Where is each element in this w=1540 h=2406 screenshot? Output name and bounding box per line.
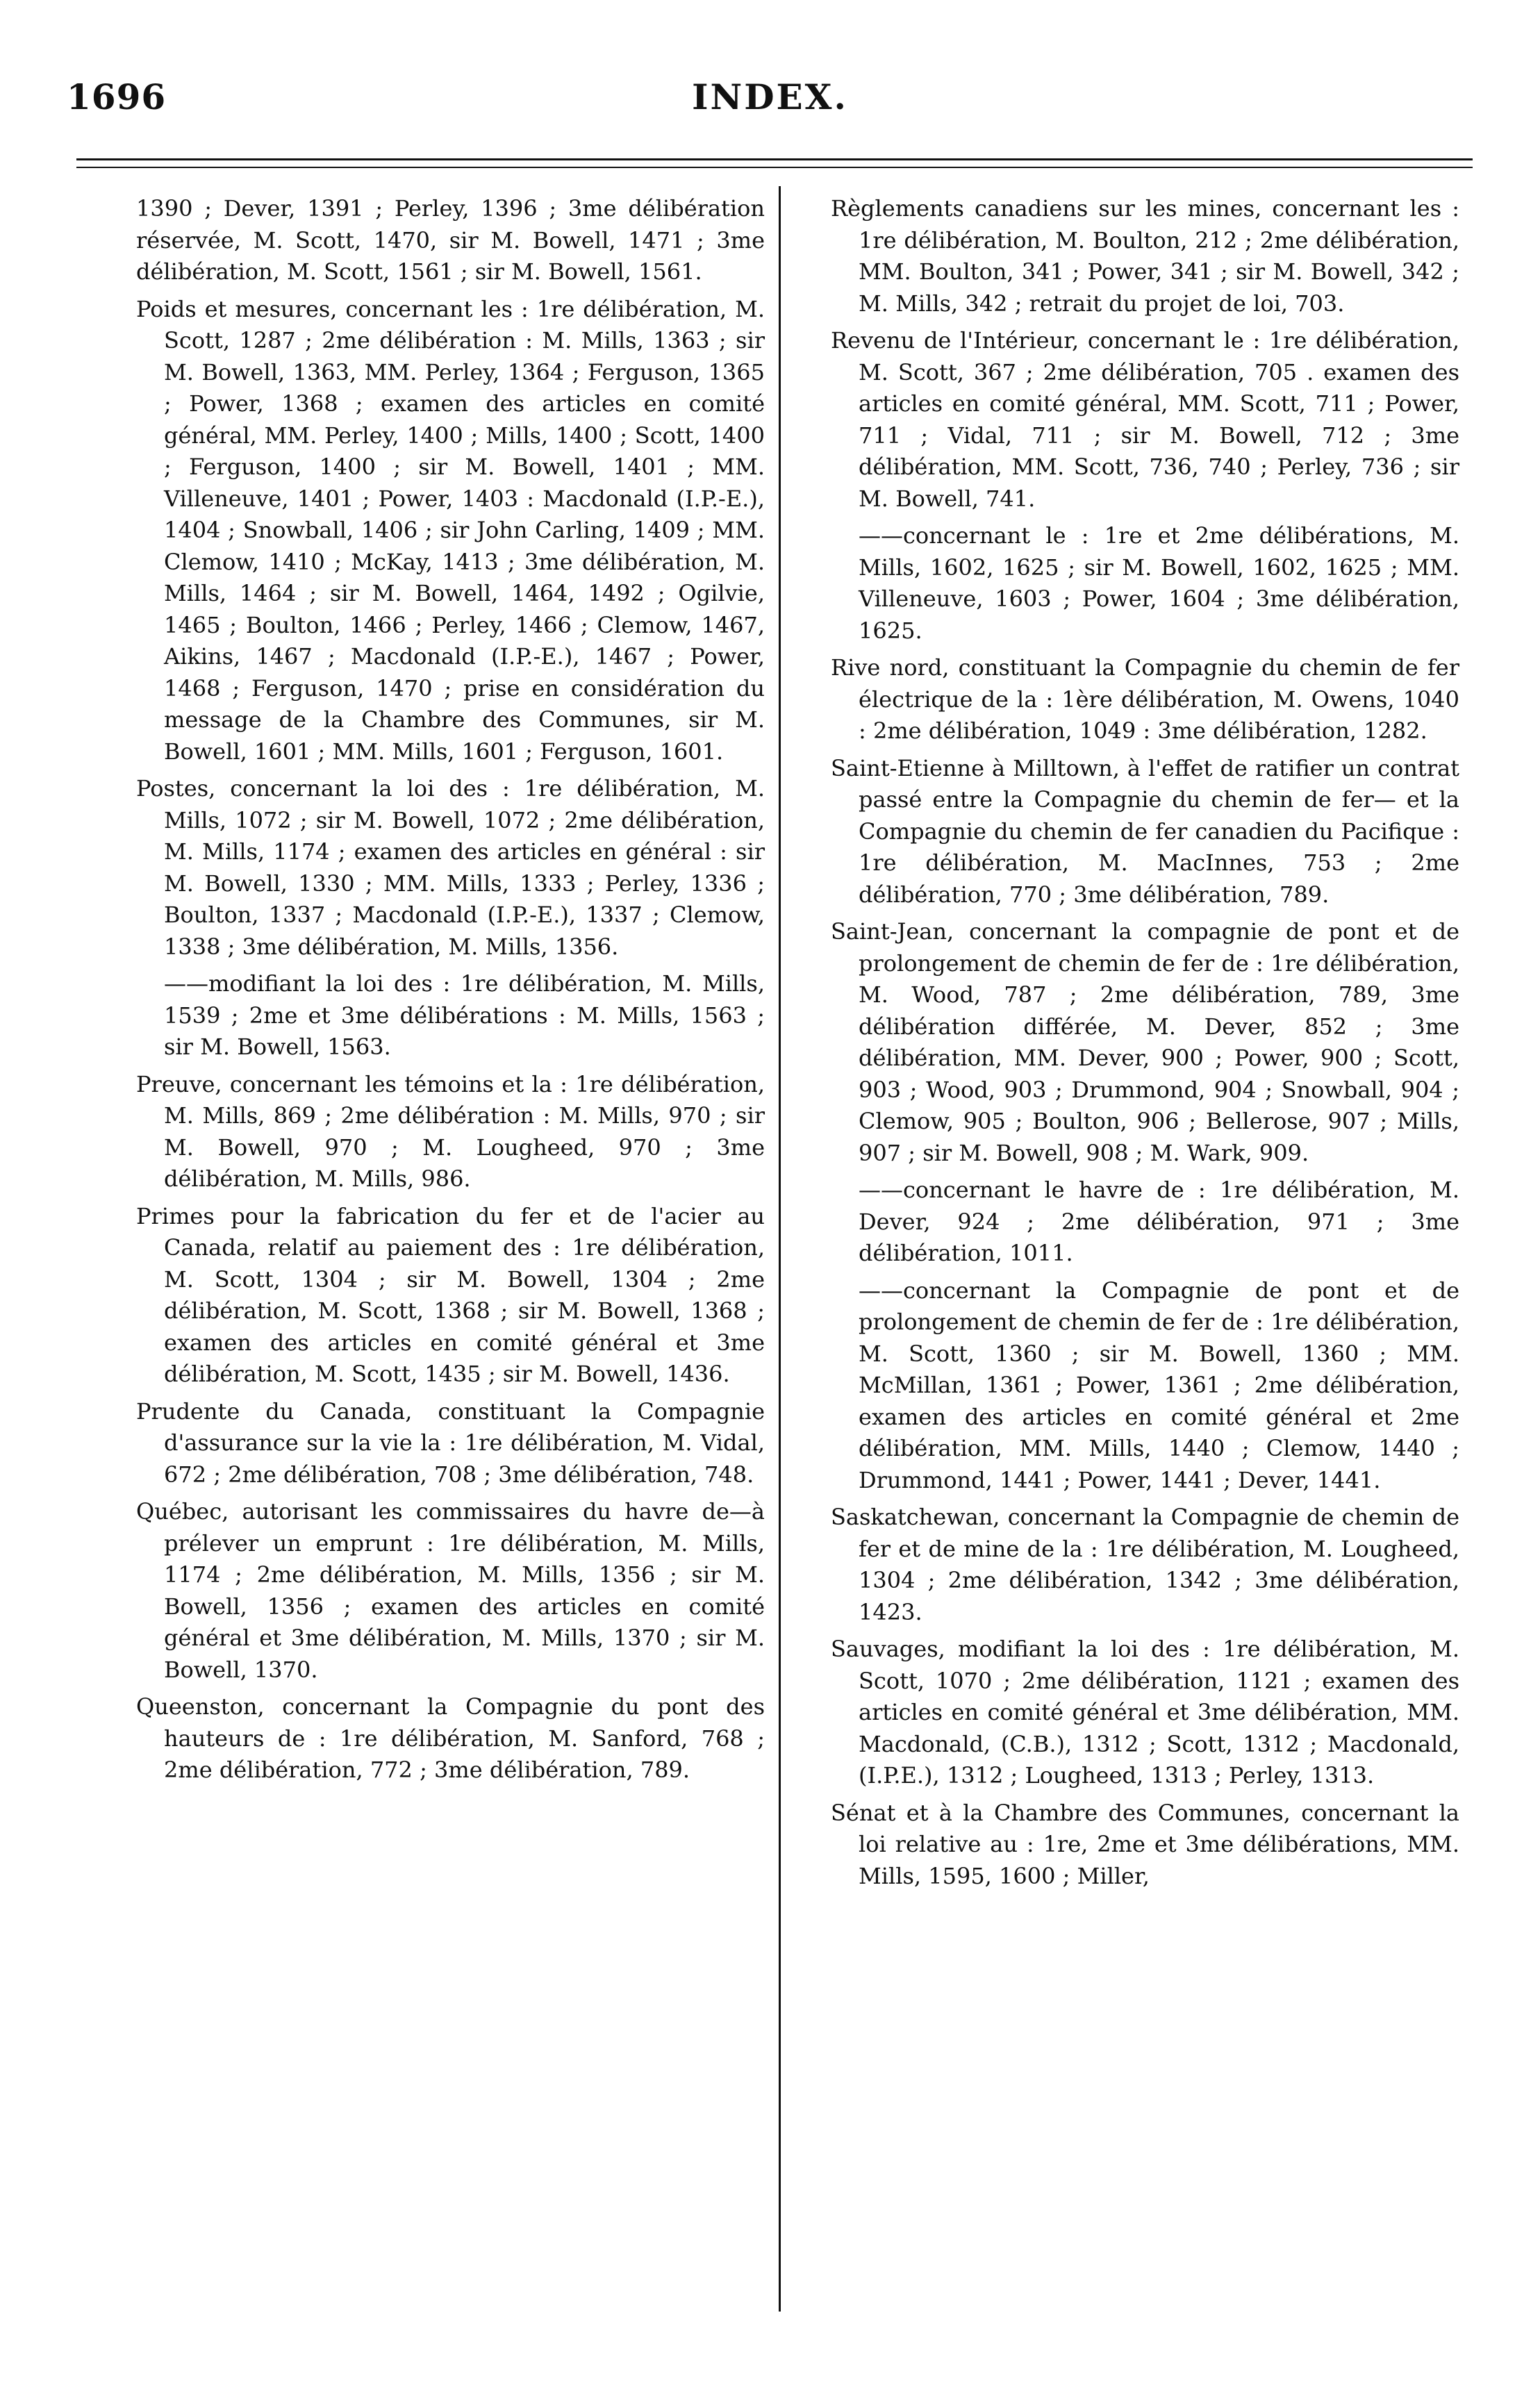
index-entry: Sauvages, modifiant la loi des : 1re délibération, M. Scott, 1070 ; 2me délibération, 1121 ; examen des articles en comité général et 3me délibération, MM. Macdonald, (C.B.), 1312 ; Scott, 1312 ; Macdonald, (I.P.E.), 1312 ; Lougheed, 1313 ; Perley, 1313. <box>831 1636 1459 1789</box>
index-subentry: ——concernant le : 1re et 2me délibérations, M. Mills, 1602, 1625 ; sir M. Bowell, 1602, 1625 ; MM. Villeneuve, 1603 ; Power, 1604 ; 3me délibération, 1625. <box>859 522 1459 644</box>
column-divider <box>779 186 781 2312</box>
index-entry: Revenu de l'Intérieur, concernant le : 1re délibération, M. Scott, 367 ; 2me délibération, 705 . examen des articles en comité général, MM. Scott, 711 ; Power, 711 ; Vidal, 711 ; sir M. Bowell, 712 ; 3me délibération, MM. Scott, 736, 740 ; Perley, 736 ; sir M. Bowell, 741. <box>831 327 1459 512</box>
index-entry: Saint-Etienne à Milltown, à l'effet de ratifier un contrat passé entre la Compagnie du chemin de fer— et la Compagnie du chemin de fer canadien du Pacifique : 1re délibération, M. MacInnes, 753 ; 2me délibération, 770 ; 3me délibération, 789. <box>831 754 1459 908</box>
index-entry: Règlements canadiens sur les mines, concernant les : 1re délibération, M. Boulton, 212 ; 2me délibération, MM. Boulton, 341 ; Power, 341 ; sir M. Bowell, 342 ; M. Mills, 342 ; retrait du projet de loi, 703. <box>831 195 1459 317</box>
page-title: INDEX. <box>692 76 848 117</box>
index-entry: Poids et mesures, concernant les : 1re délibération, M. Scott, 1287 ; 2me délibération : M. Mills, 1363 ; sir M. Bowell, 1363, MM. Perley, 1364 ; Ferguson, 1365 ; Power, 1368 ; examen des articles en comité général, MM. Perley, 1400 ; Mills, 1400 ; Scott, 1400 ; Ferguson, 1400 ; sir M. Bowell, 1401 ; MM. Villeneuve, 1401 ; Power, 1403 : Macdonald (I.P.-E.), 1404 ; Snowball, 1406 ; sir John Carling, 1409 ; MM. Clemow, 1410 ; McKay, 1413 ; 3me délibération, M. Mills, 1464 ; sir M. Bowell, 1464, 1492 ; Ogilvie, 1465 ; Boulton, 1466 ; Perley, 1466 ; Clemow, 1467, Aikins, 1467 ; Macdonald (I.P.-E.), 1467 ; Power, 1468 ; Ferguson, 1470 ; prise en considération du message de la Chambre des Communes, sir M. Bowell, 1601 ; MM. Mills, 1601 ; Ferguson, 1601. <box>136 295 765 765</box>
index-entry: 1390 ; Dever, 1391 ; Perley, 1396 ; 3me délibération réservée, M. Scott, 1470, sir M. Bowell, 1471 ; 3me délibération, M. Scott, 1561 ; sir M. Bowell, 1561. <box>136 195 765 285</box>
page-number: 1696 <box>67 76 167 117</box>
index-entry: Primes pour la fabrication du fer et de l'acier au Canada, relatif au paiement des : 1re délibération, M. Scott, 1304 ; sir M. Bowell, 1304 ; 2me délibération, M. Scott, 1368 ; sir M. Bowell, 1368 ; examen des articles en comité général et 3me délibération, M. Scott, 1435 ; sir M. Bowell, 1436. <box>136 1202 765 1387</box>
index-entry: Sénat et à la Chambre des Communes, concernant la loi relative au : 1re, 2me et 3me délibérations, MM. Mills, 1595, 1600 ; Miller, <box>831 1799 1459 1889</box>
index-entry: Preuve, concernant les témoins et la : 1re délibération, M. Mills, 869 ; 2me délibération : M. Mills, 970 ; sir M. Bowell, 970 ; M. Lougheed, 970 ; 3me délibération, M. Mills, 986. <box>136 1070 765 1192</box>
index-subentry: ——concernant la Compagnie de pont et de prolongement de chemin de fer de : 1re délibération, M. Scott, 1360 ; sir M. Bowell, 1360 ; MM. McMillan, 1361 ; Power, 1361 ; 2me délibération, examen des articles en comité général et 2me délibération, MM. Mills, 1440 ; Clemow, 1440 ; Drummond, 1441 ; Power, 1441 ; Dever, 1441. <box>859 1277 1459 1493</box>
header-rule <box>76 158 1473 160</box>
index-subentry: ——modifiant la loi des : 1re délibération, M. Mills, 1539 ; 2me et 3me délibérations : M. Mills, 1563 ; sir M. Bowell, 1563. <box>164 970 765 1060</box>
index-entry: Rive nord, constituant la Compagnie du chemin de fer électrique de la : 1ère délibération, M. Owens, 1040 : 2me délibération, 1049 : 3me délibération, 1282. <box>831 654 1459 744</box>
index-entry: Postes, concernant la loi des : 1re délibération, M. Mills, 1072 ; sir M. Bowell, 1072 ; 2me délibération, M. Mills, 1174 ; examen des articles en général : sir M. Bowell, 1330 ; MM. Mills, 1333 ; Perley, 1336 ; Boulton, 1337 ; Macdonald (I.P.-E.), 1337 ; Clemow, 1338 ; 3me délibération, M. Mills, 1356. <box>136 775 765 960</box>
right-column <box>831 193 1459 1898</box>
header-rule-secondary <box>76 167 1473 168</box>
index-subentry: ——concernant le havre de : 1re délibération, M. Dever, 924 ; 2me délibération, 971 ; 3me délibération, 1011. <box>859 1177 1459 1266</box>
index-entry: Queenston, concernant la Compagnie du pont des hauteurs de : 1re délibération, M. Sanford, 768 ; 2me délibération, 772 ; 3me délibération, 789. <box>136 1693 765 1783</box>
index-entry: Prudente du Canada, constituant la Compagnie d'assurance sur la vie la : 1re délibération, M. Vidal, 672 ; 2me délibération, 708 ; 3me délibération, 748. <box>136 1397 765 1488</box>
index-entry: Saint-Jean, concernant la compagnie de pont et de prolongement de chemin de fer de : 1re délibération, M. Wood, 787 ; 2me délibération, 789, 3me délibération différée, M. Dever, 852 ; 3me délibération, MM. Dever, 900 ; Power, 900 ; Scott, 903 ; Wood, 903 ; Drummond, 904 ; Snowball, 904 ; Clemow, 905 ; Boulton, 906 ; Bellerose, 907 ; Mills, 907 ; sir M. Bowell, 908 ; M. Wark, 909. <box>831 918 1459 1166</box>
index-entry: Saskatchewan, concernant la Compagnie de chemin de fer et de mine de la : 1re délibération, M. Lougheed, 1304 ; 2me délibération, 1342 ; 3me délibération, 1423. <box>831 1504 1459 1625</box>
left-column <box>136 193 765 1792</box>
index-entry: Québec, autorisant les commissaires du havre de—à prélever un emprunt : 1re délibération, M. Mills, 1174 ; 2me délibération, M. Mills, 1356 ; sir M. Bowell, 1356 ; examen des articles en comité général et 3me délibération, M. Mills, 1370 ; sir M. Bowell, 1370. <box>136 1498 765 1683</box>
